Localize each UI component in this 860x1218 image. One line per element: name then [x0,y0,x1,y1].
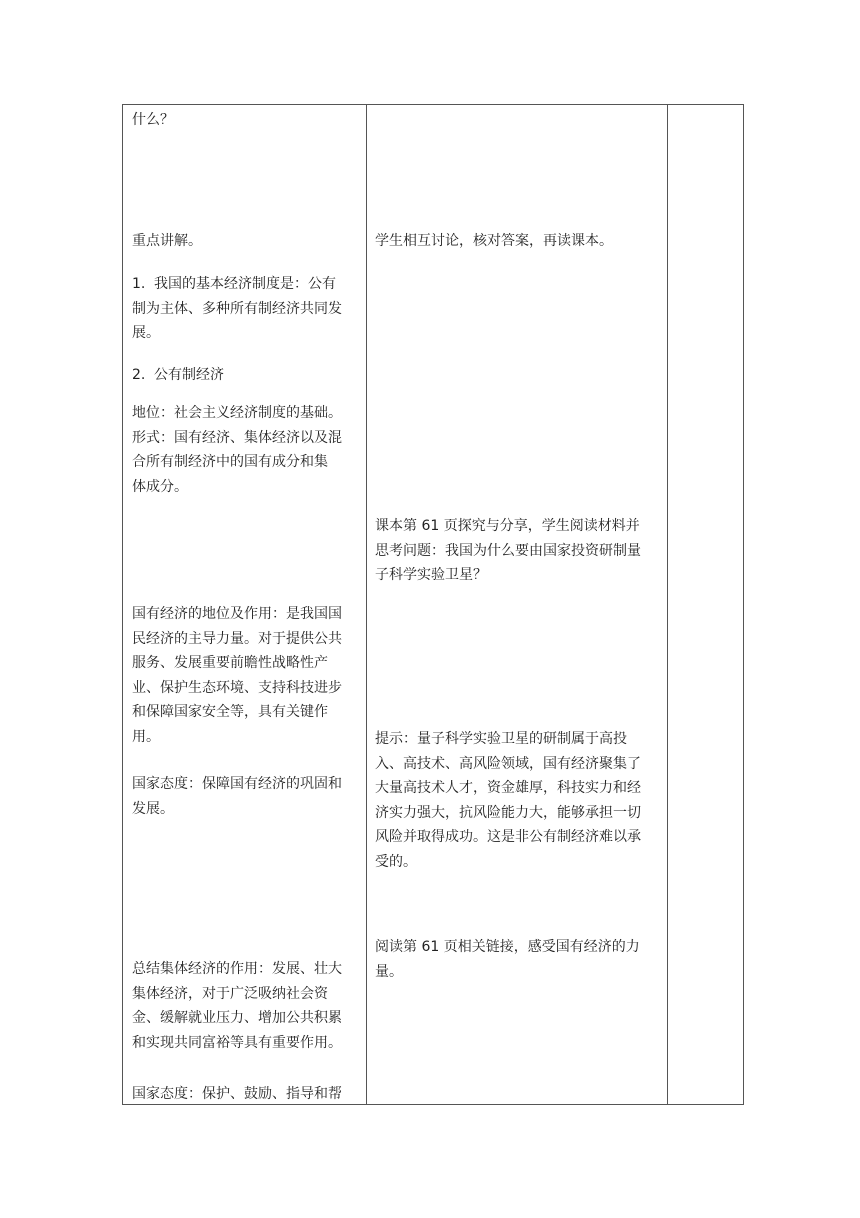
point-1-number: 1. [132,276,146,292]
collective-economy-role: 总结集体经济的作用：发展、壮大 集体经济，对于广泛吸纳社会资 金、缓解就业压力、增加公共积累 和实现共同富裕等具有重要作用。 [132,961,342,1051]
column-divider-1 [366,105,367,1104]
public-ownership-status-form: 地位：社会主义经济制度的基础。 形式：国有经济、集体经济以及混 合所有制经济中的国有成分和集 体成分。 [132,405,342,495]
state-attitude-collective-economy: 国家态度：保护、鼓励、指导和帮 [132,1086,342,1102]
state-attitude-state-economy: 国家态度：保障国有经济的巩固和 发展。 [132,776,342,817]
key-explanation-heading: 重点讲解。 [132,233,202,249]
hint-quantum-satellite: 提示：量子科学实验卫星的研制属于高投 入、高技术、高风险领域，国有经济聚集了 大量高技术人才，资金雄厚，科技实力和经 济实力强大，抗风险能力大，能够承担一切 风险并取得成功。这是非公有制经济难以承 受的。 [375,731,641,870]
lesson-table [122,104,744,1105]
point-2-public-ownership: 2. 公有制经济 [132,363,362,388]
point-2-number: 2. [132,367,146,383]
read-related-link: 阅读第 61 页相关链接，感受国有经济的力 量。 [375,939,640,980]
state-economy-role: 国有经济的地位及作用：是我国国 民经济的主导力量。对于提供公共 服务、发展重要前瞻性战略性产 业、保护生态环境、支持科技进步 和保障国家安全等，具有关键作 用。 [132,606,342,745]
empty-notes-column [668,105,743,1104]
textbook-explore-share: 课本第 61 页探究与分享，学生阅读材料并 思考问题：我国为什么要由国家投资研制量 子科学实验卫星？ [375,518,641,583]
student-discussion-activity: 学生相互讨论，核对答案，再读课本。 [375,233,613,249]
question-continuation: 什么？ [132,112,174,128]
point-1-basic-economic-system: 1. 我国的基本经济制度是：公有 制为主体、多种所有制经济共同发 展。 [132,272,362,346]
